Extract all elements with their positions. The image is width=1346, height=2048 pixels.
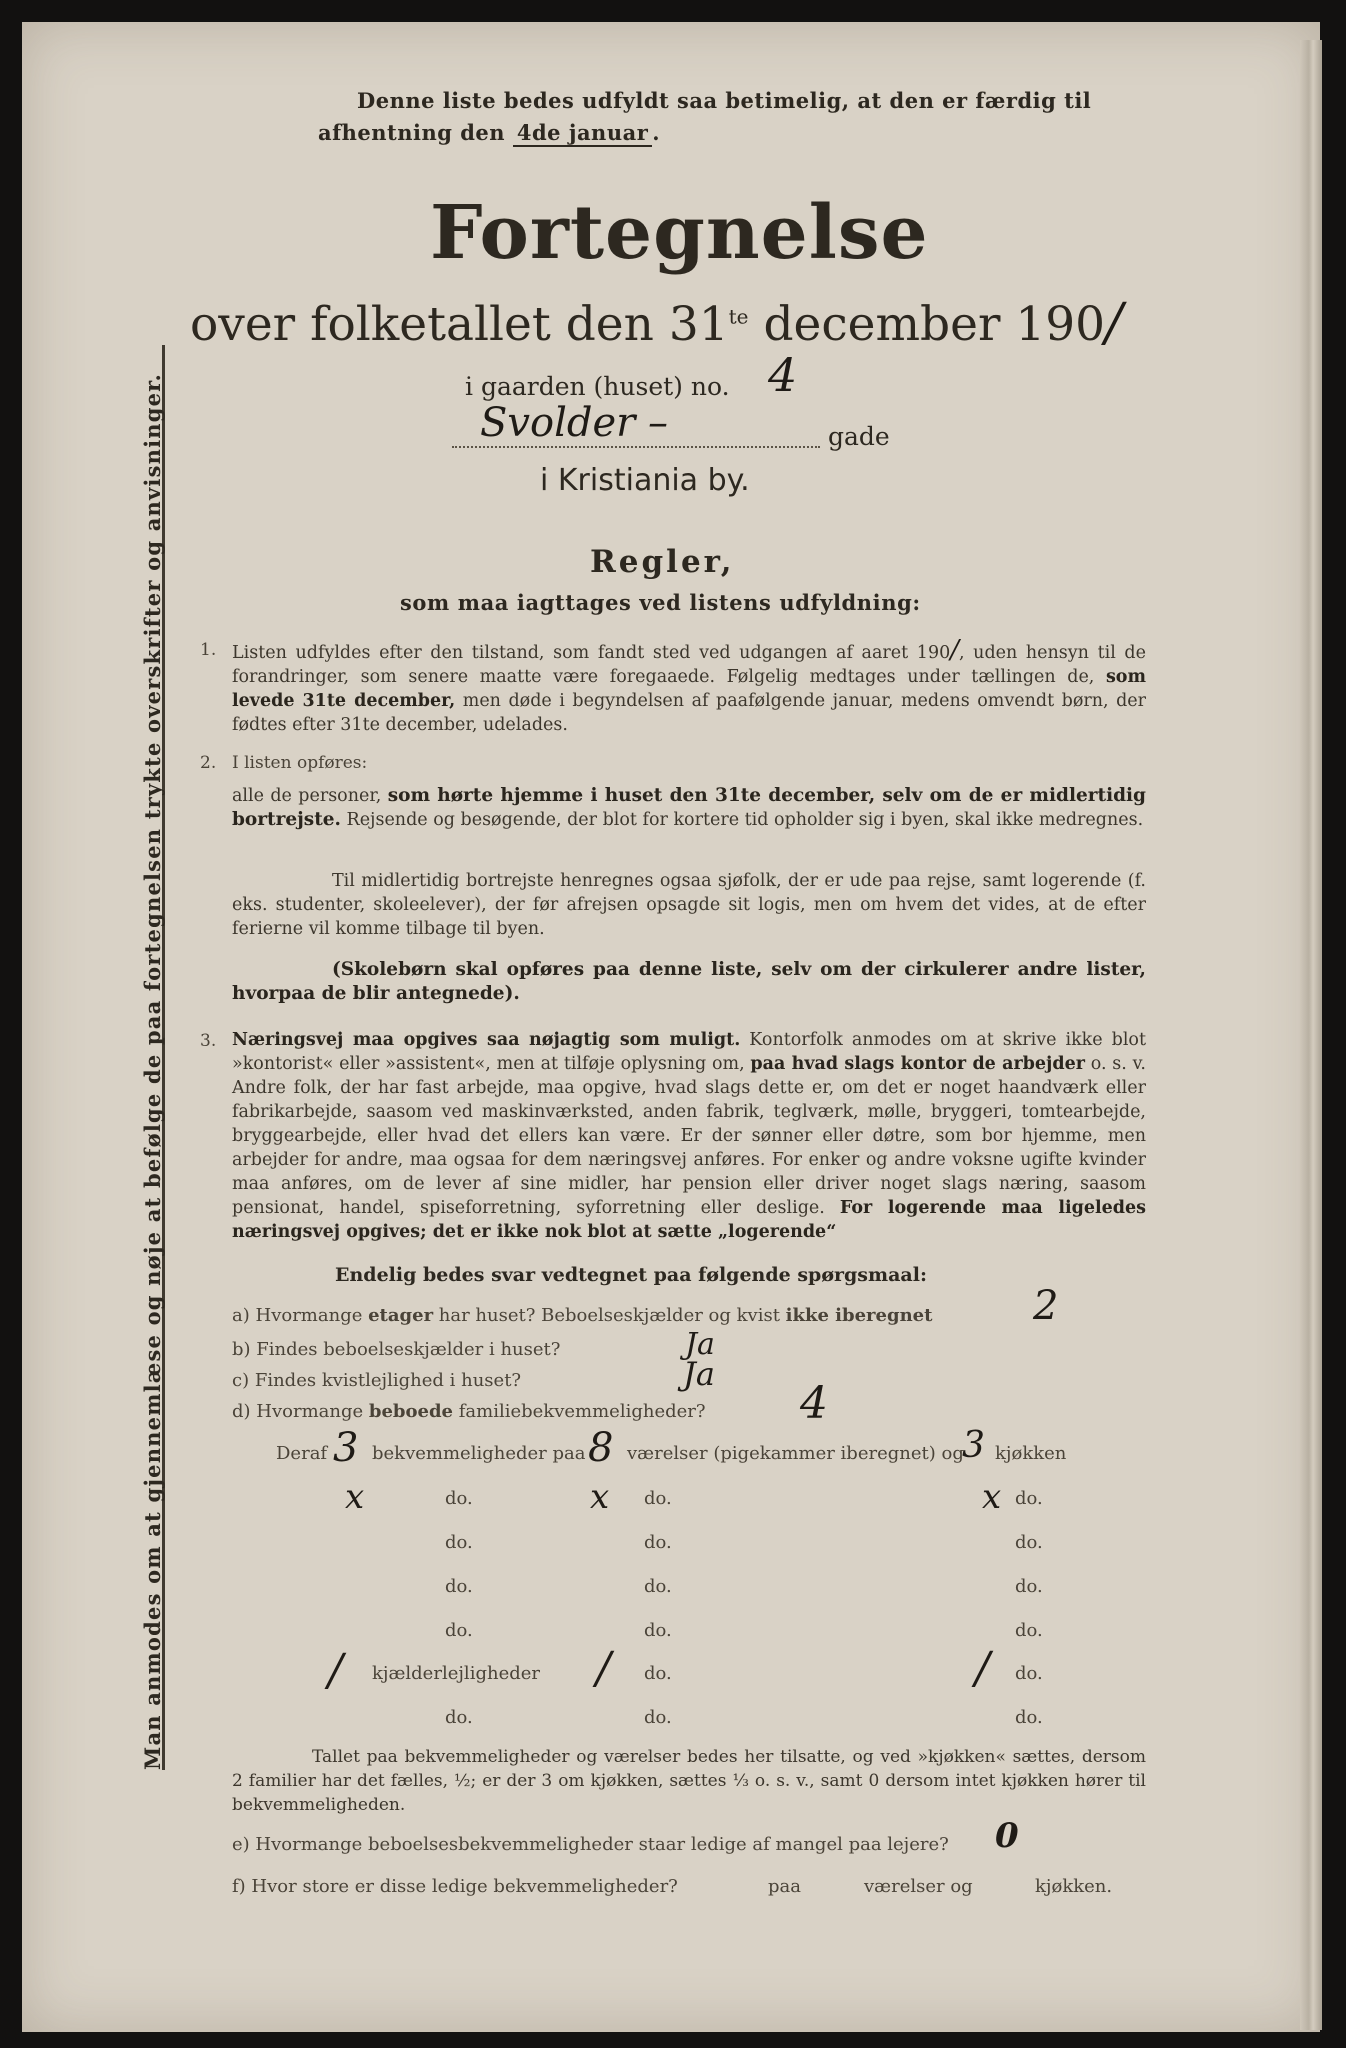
rule-3-bold-1: Næringsvej maa opgives saa nøjagtig som muligt. — [232, 1030, 741, 1050]
street-name — [480, 400, 668, 446]
row-3-do-2: do. — [644, 1532, 672, 1553]
row-1-bekv: 3 — [333, 1425, 359, 1471]
f-vaer: værelser og — [864, 1876, 973, 1897]
row-2-do-3: do. — [1015, 1488, 1043, 1509]
house-label: i gaarden (huset) no. — [465, 372, 730, 401]
kitchen-note: Tallet paa bekvemmeligheder og værelser bedes her tilsatte, og ved »kjøkken« sættes, dersom 2 familier har det fælles, ½; er der 3 om kjøkken, sættes ⅓ o. s. v., samt 0 dersom intet kjøkken hører til bekvemmeligheden. — [232, 1747, 1146, 1815]
rule-2-part-b: Rejsende og besøgende, der blot for kortere tid opholder sig i byen, skal ikke medregnes. — [340, 810, 1144, 830]
answer-c: Ja — [683, 1355, 715, 1393]
row-4-do-3: do. — [1015, 1576, 1043, 1597]
rule-1-text — [232, 635, 1146, 737]
row-6-do-2: do. — [644, 1663, 672, 1684]
rule-1-number: 1. — [200, 640, 217, 660]
answer-a: 2 — [1033, 1283, 1059, 1329]
house-number: 4 — [768, 348, 798, 402]
question-a — [232, 1305, 932, 1326]
row-6-kjokken: / — [975, 1643, 990, 1694]
question-b — [232, 1339, 560, 1360]
row-2-bekv: x — [345, 1477, 365, 1517]
side-notice: Man anmodes om at gjennemlæse og nøje at befølge de paa fortegnelsen trykte overskrifter og anvisninger. — [140, 372, 165, 1770]
question-a-bold-1: etager — [368, 1305, 434, 1326]
question-d-text-2: familiebekvemmeligheder? — [453, 1401, 706, 1422]
question-d-text-1: Hvormange — [256, 1401, 369, 1422]
street-dash: – — [648, 400, 668, 446]
kjaelder-label: kjælderlejligheder — [372, 1663, 540, 1684]
rule-1-handwritten-year: / — [950, 635, 959, 665]
street-name-text: Svolder — [480, 400, 636, 446]
question-a-text-2: har huset? Beboelseskjælder og kvist — [433, 1305, 786, 1326]
rule-2-number: 2. — [200, 753, 217, 773]
rule-3-text — [232, 1028, 1146, 1244]
row-2-do-2: do. — [644, 1488, 672, 1509]
question-a-label: a) — [232, 1305, 250, 1326]
question-a-bold-2: ikke iberegnet — [785, 1305, 933, 1326]
question-c — [232, 1370, 521, 1391]
rule-1-bold: som levede 31te december, — [232, 667, 1146, 711]
year-digit-handwritten: / — [1105, 293, 1123, 353]
subtitle — [190, 293, 1123, 353]
row-1-vaer: 8 — [588, 1425, 614, 1471]
row-2-kjokken: x — [982, 1477, 1002, 1517]
question-e — [232, 1834, 949, 1855]
question-f — [232, 1876, 678, 1897]
page-edge — [1300, 40, 1322, 2030]
rule-2-bold: som hørte hjemme i huset den 31te december, selv om de er midlertidig bortrejste. — [232, 785, 1146, 830]
rule-1-part-b: , uden hensyn til de forandringer, som senere maatte være foregaaede. Følgelig medtages under tællingen de, — [232, 643, 1146, 687]
rule-1-part-c: men døde i begyndelsen af paafølgende januar, medens omvendt børn, der fødtes efter 31te december, udelades. — [232, 691, 1146, 735]
question-f-text: Hvor store er disse ledige bekvemmeligheder? — [251, 1876, 678, 1897]
questions-intro: Endelig bedes svar vedtegnet paa følgende spørgsmaal: — [335, 1264, 927, 1286]
answer-b: Ja — [685, 1327, 715, 1362]
row-5-do-3: do. — [1015, 1620, 1043, 1641]
row-4-do-2: do. — [644, 1576, 672, 1597]
row-5-do-2: do. — [644, 1620, 672, 1641]
question-f-label: f) — [232, 1876, 246, 1897]
row-2-vaer: x — [590, 1477, 610, 1517]
question-b-label: b) — [232, 1339, 251, 1360]
street-line — [452, 446, 820, 448]
rule-2-paragraph-3: (Skolebørn skal opføres paa denne liste, selv om der cirkulerer andre lister, hvorpaa de blir antegnede). — [232, 959, 1146, 1004]
subtitle-suffix: december 190 — [748, 297, 1106, 352]
deraf-label: Deraf — [276, 1443, 328, 1464]
row-7-do-2: do. — [644, 1707, 672, 1728]
row-6-bekv: / — [328, 1645, 343, 1696]
question-d-label: d) — [232, 1401, 251, 1422]
question-c-text: Findes kvistlejlighed i huset? — [254, 1370, 522, 1391]
rule-2-part-a: alle de personer, — [232, 786, 388, 806]
row-2-do-1: do. — [445, 1488, 473, 1509]
question-d-bold: beboede — [368, 1401, 454, 1422]
notice-date: 4de januar — [513, 120, 652, 147]
rule-3-bold-3: For logerende maa ligeledes næringsvej opgives; det er ikke nok blot at sætte „logerende“ — [232, 1198, 1146, 1242]
row-5-do-1: do. — [445, 1620, 473, 1641]
city: i Kristiania by. — [540, 463, 750, 498]
question-e-label: e) — [232, 1834, 250, 1855]
rule-3-number: 3. — [200, 1031, 217, 1051]
answer-d: 4 — [800, 1378, 828, 1429]
bekv-label: bekvemmeligheder paa — [372, 1443, 586, 1464]
rules-subheading: som maa iagttages ved listens udfyldning: — [400, 590, 921, 615]
row-4-do-1: do. — [445, 1576, 473, 1597]
street-suffix: gade — [828, 422, 890, 451]
rule-1-part-a: Listen udfyldes efter den tilstand, som fandt sted ved udgangen af aaret 190 — [232, 643, 951, 663]
subtitle-sup: te — [728, 304, 749, 329]
rules-heading: Regler, — [590, 544, 735, 580]
question-a-text-1: Hvormange — [255, 1305, 369, 1326]
rule-3-part-a: Kontorfolk anmodes om at skrive ikke blot »kontorist« eller »assistent«, men at tilføje oplysning om, — [232, 1030, 1146, 1074]
notice-prefix: afhentning den — [318, 120, 506, 145]
notice-line-1: Denne liste bedes udfyldt saa betimelig, at den er færdig til — [357, 88, 1092, 113]
vaer-label: værelser (pigekammer iberegnet) og — [627, 1443, 964, 1464]
answer-e: 0 — [995, 1816, 1019, 1856]
row-3-do-1: do. — [445, 1532, 473, 1553]
question-d — [232, 1401, 706, 1422]
rule-3-part-b: o. s. v. Andre folk, der har fast arbejde, maa opgive, hvad slags dette er, om det er noget haandværk eller fabrikarbejde, saasom ved maskinværksted, anden fabrik, teglværk, mølle, bryggeri, tomtearbejde, bryggearbejde, eller hvad det ellers kan være. Er der sønner eller døtre, som bor hjemme, men arbejder for andre, maa ogsaa for dem næringsvej anføres. For enker og andre voksne ugifte kvinder maa anføres, om de lever af sine midler, har pension eller driver noget slags næring, saasom pensionat, handel, spiseforretning, syforretning eller deslige. — [232, 1054, 1146, 1218]
rule-2-heading: I listen opføres: — [232, 753, 368, 773]
subtitle-prefix: over folketallet den 31 — [190, 297, 729, 352]
row-6-vaer: / — [596, 1643, 611, 1694]
page-title: Fortegnelse — [430, 190, 929, 276]
rule-2-text — [232, 784, 1146, 832]
rule-2-paragraph-2: Til midlertidig bortrejste henregnes ogsaa sjøfolk, der er ude paa rejse, samt logerende (f. eks. studenter, skoleelever), der før afrejsen opsagde sit logis, men om hvem det vides, at de efter ferierne vil komme tilbage til byen. — [232, 871, 1146, 939]
notice-line-2 — [318, 120, 660, 145]
row-7-do-3: do. — [1015, 1707, 1043, 1728]
row-3-do-3: do. — [1015, 1532, 1043, 1553]
row-6-do-3: do. — [1015, 1663, 1043, 1684]
kjokken-label: kjøkken — [995, 1443, 1067, 1464]
question-b-text: Findes beboelseskjælder i huset? — [256, 1339, 561, 1360]
notice-suffix: . — [652, 120, 661, 145]
question-e-text: Hvormange beboelsesbekvemmeligheder staar ledige af mangel paa lejere? — [255, 1834, 949, 1855]
question-c-label: c) — [232, 1370, 250, 1391]
f-paa: paa — [768, 1876, 801, 1897]
rule-3-bold-2: paa hvad slags kontor de arbejder — [750, 1054, 1085, 1074]
f-kjokken: kjøkken. — [1035, 1876, 1113, 1897]
row-7-do-1: do. — [445, 1707, 473, 1728]
row-1-kjokken: 3 — [962, 1425, 985, 1466]
